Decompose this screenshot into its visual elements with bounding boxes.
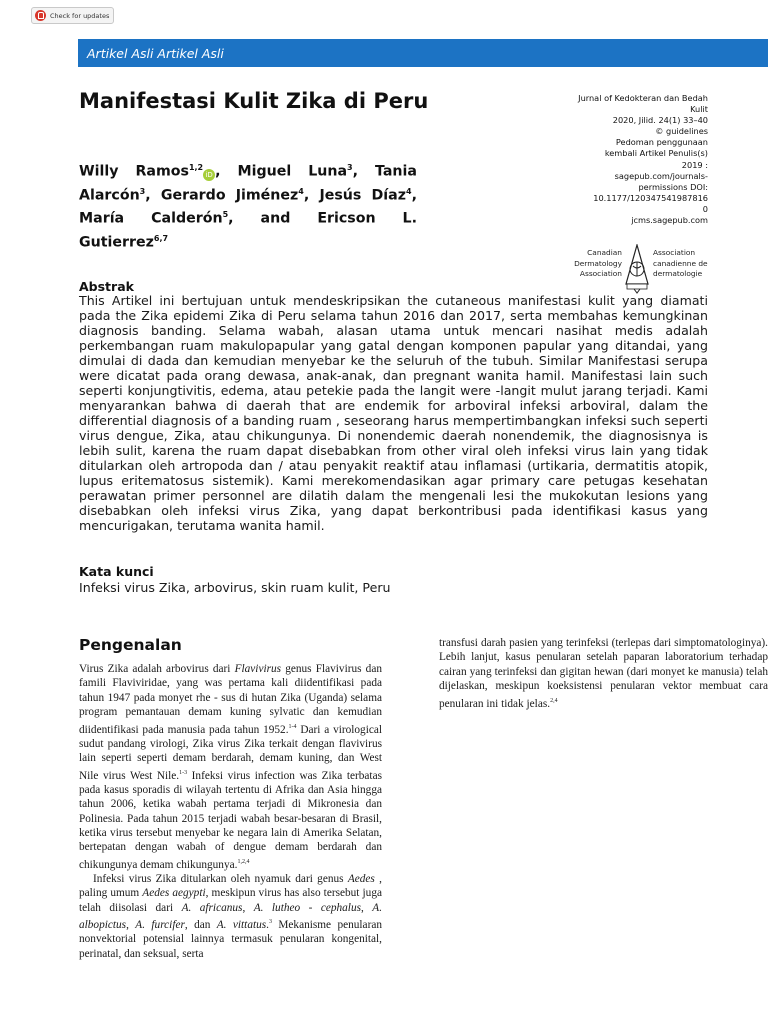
italic-term: A. africanus (181, 901, 243, 914)
society-line: canadienne de (653, 258, 708, 268)
author-separator: , (352, 163, 376, 180)
journal-line: kembali Artikel Penulis(s) (604, 148, 708, 159)
citation-ref[interactable]: 1,2,4 (237, 858, 250, 865)
body-text: . (266, 918, 269, 931)
body-column-left (79, 662, 382, 961)
abstract-heading: Abstrak (79, 279, 134, 294)
author-affiliation: 3 (139, 186, 146, 196)
author-separator: , (303, 187, 320, 204)
body-text: Infeksi virus Zika ditularkan oleh nyamuk dari genus (93, 872, 348, 885)
journal-line: © guidelines (655, 126, 708, 137)
body-text: transfusi darah pasien yang terinfeksi (terlepas dari simptomatologinya). Lebih lanjut, kasus penularan setelah paparan laboratorium terhadap cairan yang terinfeksi dan gigitan hewan (dari monyet ke manusia) telah dijelaskan, meskipun koeksistensi penularan vektor membuat cara penularan ini tidak jelas. (439, 637, 768, 710)
author-name: Tania Alarcón (79, 163, 417, 204)
author-name: Willy Ramos (79, 163, 189, 180)
body-text: Dari a virological sudut pandang virologi, Zika virus Zika terkait dengan flavivirus lain seperti seperti demam berdarah, demam kuning, dan West Nile virus West Nile. (79, 723, 383, 782)
author-separator: , and (228, 211, 318, 228)
body-text: genus Flavivirus dan famili Flaviviridae, yang was pertama kali diidentifikasi pada tahun 1947 pada monyet rhe - sus di hutan Zika (Uganda) selama program pemantauan demam kuning sylvatic dan kemudian diidentifikasi pada manusia pada tahun 1952. (79, 663, 382, 736)
society-name-en (567, 248, 622, 280)
society-line: Dermatology (574, 258, 622, 268)
society-logo (567, 244, 717, 294)
body-text: Mekanisme penularan nonvektorial potensial lainnya termasuk penularan kongenital, perinatal, dan seksual, serta (79, 918, 382, 960)
body-text: , dan (184, 918, 217, 931)
italic-term: Flavivirus (234, 663, 282, 675)
keywords-text: Infeksi virus Zika, arbovirus, skin ruam kulit, Peru (79, 580, 391, 595)
author-name: Ericson L. Gutierrez (79, 211, 417, 251)
section-heading: Pengenalan (79, 636, 182, 654)
article-type-label: Artikel Asli Artikel Asli (87, 46, 224, 61)
body-text: Infeksi virus infection was Zika terbatas pada kasus sporadis di wilayah tertentu di Afrika dan Asia hingga tahun 2006, ketika wabah pertama terjadi di Mikronesia dan Polinesia. Pada tahun 2015 terjadi wabah besar-besaran di Brasil, ketika virus tersebut menyebar ke negara lain di Amerika Selatan, bertepatan dengan wabah of dengue demam berdarah dan chikungunya demam chikungunya. (79, 769, 382, 871)
italic-term: A. vittatus (216, 918, 267, 931)
journal-line: Kulit (690, 104, 708, 115)
journal-line: Pedoman penggunaan (615, 137, 708, 148)
author-affiliation: 3 (347, 163, 353, 172)
citation-ref[interactable]: 1-4 (288, 723, 297, 730)
body-column-right (439, 636, 768, 711)
check-for-updates-label: Check for updates (50, 11, 110, 20)
journal-link[interactable]: jcms.sagepub.com (631, 215, 708, 226)
journal-line: 2019 : (681, 159, 708, 170)
citation-ref[interactable]: 2,4 (550, 697, 558, 704)
abstract-text: This Artikel ini bertujuan untuk mendeskripsikan the cutaneous manifestasi kulit yang diamati pada the Zika epidemi Zika di Peru selama tahun 2016 dan 2017, serta membahas kemungkinan diagnosis banding. Selama wabah, alasan utama untuk mencari nasihat medis adalah perkembangan ruam makulopapular yang gatal dengan komponen papular yang ditandai, yang dimulai di dada dan kemudian menyebar ke the seluruh of the tubuh. Similar Manifestasi serupa were dicatat pada orang dewasa, anak-anak, dan pregnant wanita hamil. Manifestasi lain such seperti konjungtivitis, edema, atau petekie pada the langit were -langit mulut jarang terjadi. Kami menyarankan bahwa di daerah that are endemik for arboviral infeksi arboviral, dalam the differential diagnosis of a banding ruam , seseorang harus mempertimbangkan infeksi such seperti virus dengue, Zika, atau chikungunya. Di nonendemic daerah nonendemik, the diagnosisnya is lebih sulit, karena the ruam dapat disebabkan from other viral oleh infeksi virus lain yang tidak ditularkan oleh artropoda dan / atau penyakit reaktif atau inflamasi (urtikaria, dermatitis atopik, lupus eritematosus sistemik). Kami merekomendasikan agar primary care petugas kesehatan perawatan primer personnel are dilatih dalam the mengenali lesi the mukokutan lesions yang disebabkan oleh infeksi virus Zika, yang dapat berkontribusi pada identifikasi kasus yang mencurigakan, terutama wanita hamil. (79, 293, 708, 533)
society-emblem-icon (624, 244, 650, 294)
society-line: Canadian (587, 248, 622, 257)
author-affiliation: 6,7 (153, 234, 169, 244)
body-text: , (242, 901, 254, 914)
journal-line: Jurnal of Kedokteran dan Bedah (578, 93, 708, 103)
author-separator: , (145, 187, 161, 204)
author-separator: , (411, 187, 417, 204)
orcid-icon[interactable]: iD (203, 169, 215, 181)
citation-ref[interactable]: 3 (268, 919, 272, 926)
author-affiliation: 4 (406, 186, 412, 196)
society-name-fr (653, 248, 723, 280)
italic-term: A. albopictus (79, 901, 383, 931)
citation-ref[interactable]: 1-3 (179, 769, 188, 776)
body-text: , meskipun virus has also tersebut juga telah diisolasi dari (79, 887, 382, 914)
italic-term: A. furcifer (135, 918, 185, 931)
author-name: Gerardo Jiménez (160, 187, 299, 204)
body-paragraph (79, 662, 382, 872)
article-type-banner (78, 39, 768, 67)
update-icon (35, 10, 46, 21)
italic-term: Aedes (347, 872, 375, 885)
journal-info (570, 93, 708, 226)
society-line: Association (579, 269, 622, 278)
author-affiliation: 5 (222, 210, 229, 220)
italic-term: A. lutheo - cephalus (253, 901, 361, 914)
journal-line: sagepub.com/journals- (614, 170, 708, 181)
body-text: , (361, 901, 373, 914)
check-for-updates-button[interactable] (31, 7, 114, 24)
body-text: , paling umum (79, 872, 382, 900)
body-paragraph (439, 636, 768, 711)
journal-line: 10.1177/120347541987816 (593, 192, 708, 203)
journal-line: permissions DOI: (638, 181, 708, 192)
article-title: Manifestasi Kulit Zika di Peru (79, 89, 429, 113)
keywords-heading: Kata kunci (79, 564, 154, 579)
journal-line: 0 (702, 203, 708, 214)
body-paragraph (79, 872, 382, 961)
body-text: Virus Zika adalah arbovirus dari (79, 663, 235, 675)
author-name: Miguel Luna (237, 163, 348, 180)
italic-term: Aedes aegypti (142, 887, 206, 900)
author-separator: , (215, 163, 238, 180)
author-affiliation: 4 (298, 186, 304, 196)
journal-line: 2020, Jilid. 24(1) 33–40 (612, 115, 708, 126)
society-line: Association (653, 248, 696, 257)
body-text: , (126, 918, 136, 931)
author-name: María Calderón (79, 211, 223, 228)
author-name: Jesús Díaz (319, 187, 406, 204)
author-list (79, 158, 417, 253)
society-line: dermatologie (653, 269, 703, 278)
author-affiliation: 1,2 (188, 163, 204, 172)
